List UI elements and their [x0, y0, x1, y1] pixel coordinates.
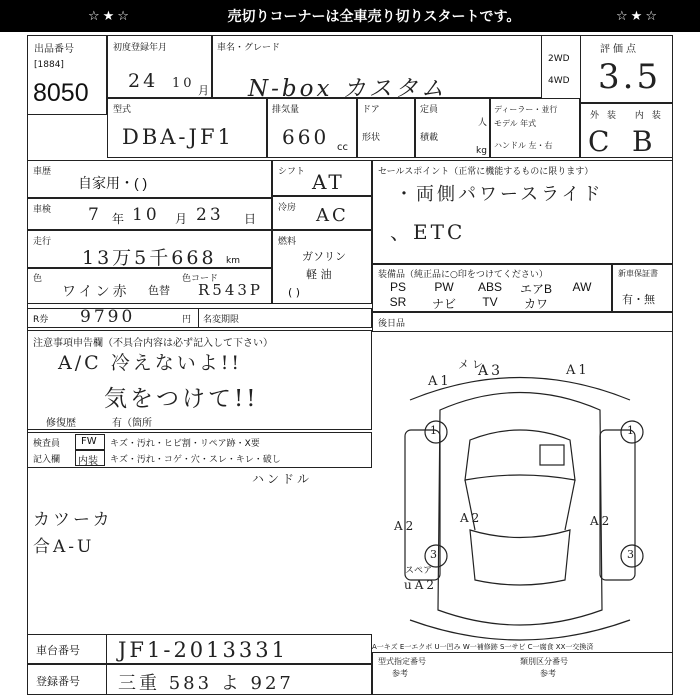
color-code-value: R543P — [198, 281, 264, 299]
drive-2wd: 2WD — [548, 54, 570, 64]
warranty-value: 有・無 — [622, 293, 655, 306]
int-grade: B — [632, 125, 656, 158]
color-code-label: 色コード — [182, 274, 219, 284]
door-label: ドア — [362, 105, 380, 115]
mileage-value: 13万5千668 — [82, 247, 217, 269]
inspection-year: 7 — [88, 205, 102, 225]
class-label: 類別区分番号 — [520, 657, 568, 666]
handle-note: ハンドル — [252, 472, 313, 486]
checker-row1: キズ・汚れ・ヒビ割・リペア跡・X要 — [110, 439, 260, 449]
mark-3-right: 3 — [627, 548, 637, 561]
mark-a2-right: A2 — [590, 514, 613, 528]
drive-4wd: 4WD — [548, 76, 570, 86]
plate-label: 登録番号 — [36, 675, 80, 688]
load-label: 積載 — [420, 133, 439, 143]
spare-label: スペア — [405, 566, 433, 576]
sales-point-label: セールスポイント（正常に機能するものに限ります） — [378, 167, 594, 177]
capacity-label: 定員 — [420, 105, 439, 115]
fuel-gas: ガソリン — [302, 250, 346, 263]
banner-stars-right: ☆★☆ — [616, 8, 660, 24]
shift-label: シフト — [278, 167, 306, 177]
equipment-label: 装備品（純正品に○印をつけてください） — [378, 270, 548, 280]
car-name-label: 車名・グレード — [217, 43, 281, 53]
fuel-diesel: 軽 油 — [306, 268, 332, 281]
mark-a2-center: A2 — [460, 511, 483, 525]
displacement-value: 660 — [282, 125, 330, 149]
color-value: ワイン赤 — [62, 284, 130, 300]
mark-mere: メレ — [458, 358, 486, 371]
name-change-label: 名変期限 — [203, 315, 240, 325]
car-outline-icon — [405, 378, 643, 641]
model-label: 型式 — [113, 105, 132, 115]
notes-line1: A/C 冷えないよ!! — [58, 352, 242, 374]
model-year-label: モデル 年式 — [494, 119, 537, 128]
mark-1-right: 1 — [627, 424, 637, 437]
recycle-unit: 円 — [182, 315, 192, 325]
banner-stars-left: ☆★☆ — [88, 8, 132, 24]
extra-note-2: 合A-U — [33, 537, 95, 557]
mark-a1-left: A1 — [428, 374, 452, 389]
model-value: DBA-JF1 — [122, 125, 234, 149]
rating-label: 評価点 — [600, 44, 639, 55]
notes-label: 注意事項申告欄（不具合内容は必ず記入して下さい） — [33, 338, 273, 349]
fw-label: FW — [81, 436, 97, 447]
history-label: 車歴 — [33, 167, 52, 177]
first-reg-month-unit: 月 — [198, 84, 209, 97]
checker-label-1: 検査員 — [33, 439, 61, 449]
displacement-unit: cc — [337, 142, 348, 153]
rating-value: 3.5 — [598, 57, 662, 97]
inspection-day: 23 — [196, 205, 224, 225]
mileage-unit: km — [226, 256, 240, 266]
plate-divider — [106, 664, 107, 695]
color-same-label: 色替 — [148, 284, 170, 297]
mark-3-left: 3 — [430, 548, 440, 561]
equipment-item: ナビ — [431, 297, 456, 311]
warranty-label: 新車保証書 — [618, 269, 658, 278]
ext-grade: C — [588, 125, 613, 158]
lot-number: 8050 — [33, 79, 89, 107]
mark-1-left: 1 — [430, 424, 440, 437]
inspection-month: 10 — [132, 205, 160, 225]
equipment-item: ABS — [477, 280, 502, 294]
equipment-item: PW — [434, 280, 454, 294]
fuel-other: ( ) — [288, 286, 301, 299]
equipment-item: AW — [572, 280, 592, 294]
equipment-item: TV — [482, 295, 498, 309]
aircon-label: 冷房 — [278, 203, 297, 213]
chassis-label: 車台番号 — [36, 644, 80, 657]
history-value: 自家用・( ) — [78, 175, 148, 191]
first-reg-label: 初度登録年月 — [113, 43, 168, 53]
interior-label: 内装 — [78, 456, 98, 467]
ref-label-1: 参考 — [392, 669, 408, 678]
car-name-value: N-box カスタム — [248, 76, 447, 102]
ref-label-2: 参考 — [540, 669, 556, 678]
ext-int-label: 外装 内装 — [590, 111, 669, 121]
recycle-value: 9790 — [80, 307, 136, 327]
notes-line2: 気をつけて!! — [104, 386, 259, 412]
color-label: 色 — [33, 274, 43, 284]
mark-ua2: uA2 — [404, 578, 438, 592]
equipment-item: SR — [389, 295, 407, 309]
first-reg-year: 24 — [128, 70, 159, 92]
extra-note-1: カツーカ — [33, 510, 113, 530]
recycle-label: R券 — [33, 315, 49, 325]
banner-text: 売切りコーナーは全車売り切りスタートです。 — [227, 9, 521, 25]
dealer-label: ディーラー・並行 — [494, 105, 558, 114]
chassis-divider — [106, 634, 107, 664]
sales-point-line2: 、ETC — [390, 220, 466, 244]
checker-label-2: 記入欄 — [33, 455, 61, 465]
capacity-unit: 人 — [478, 118, 488, 128]
equipment-item: PS — [389, 280, 406, 294]
fuel-label: 燃料 — [278, 237, 297, 247]
repair-value: 有（箇所 — [112, 418, 152, 429]
chassis-value: JF1-2013331 — [118, 638, 288, 662]
mark-a3: A3 — [478, 363, 504, 379]
shift-value: AT — [312, 170, 345, 194]
inspection-month-unit: 月 — [175, 212, 188, 226]
handle-label: ハンドル 左・右 — [494, 141, 553, 150]
load-unit: kg — [476, 146, 487, 156]
repair-label: 修復歴 — [46, 418, 76, 429]
mark-a2-left: A2 — [394, 519, 417, 533]
type-designation-label: 型式指定番号 — [378, 657, 426, 666]
lot-sub: [1884] — [34, 60, 64, 70]
lot-label: 出品番号 — [34, 44, 74, 55]
equipment-item: エアB — [519, 282, 552, 296]
inspection-day-unit: 日 — [244, 212, 257, 226]
first-reg-month: 10 — [172, 76, 195, 91]
mileage-label: 走行 — [33, 237, 52, 247]
displacement-label: 排気量 — [272, 105, 300, 115]
mark-a1-right: A1 — [566, 363, 590, 378]
inspection-label: 車検 — [33, 205, 52, 215]
checker-row2: キズ・汚れ・コゲ・穴・スレ・キレ・破し — [110, 455, 281, 465]
legend: A一キズ E一エクボ U一凹み W一補修跡 S一サビ C一腐食 XX一交換済 — [372, 643, 594, 651]
equipment-item: カワ — [523, 297, 548, 311]
shape-label: 形状 — [362, 133, 381, 143]
inspection-year-unit: 年 — [112, 212, 125, 226]
post-process-label: 後日品 — [378, 319, 406, 329]
aircon-value: AC — [316, 205, 349, 226]
sales-point-line1: ・両側パワースライド — [395, 184, 604, 205]
plate-value: 三重 583 よ 927 — [118, 673, 294, 694]
